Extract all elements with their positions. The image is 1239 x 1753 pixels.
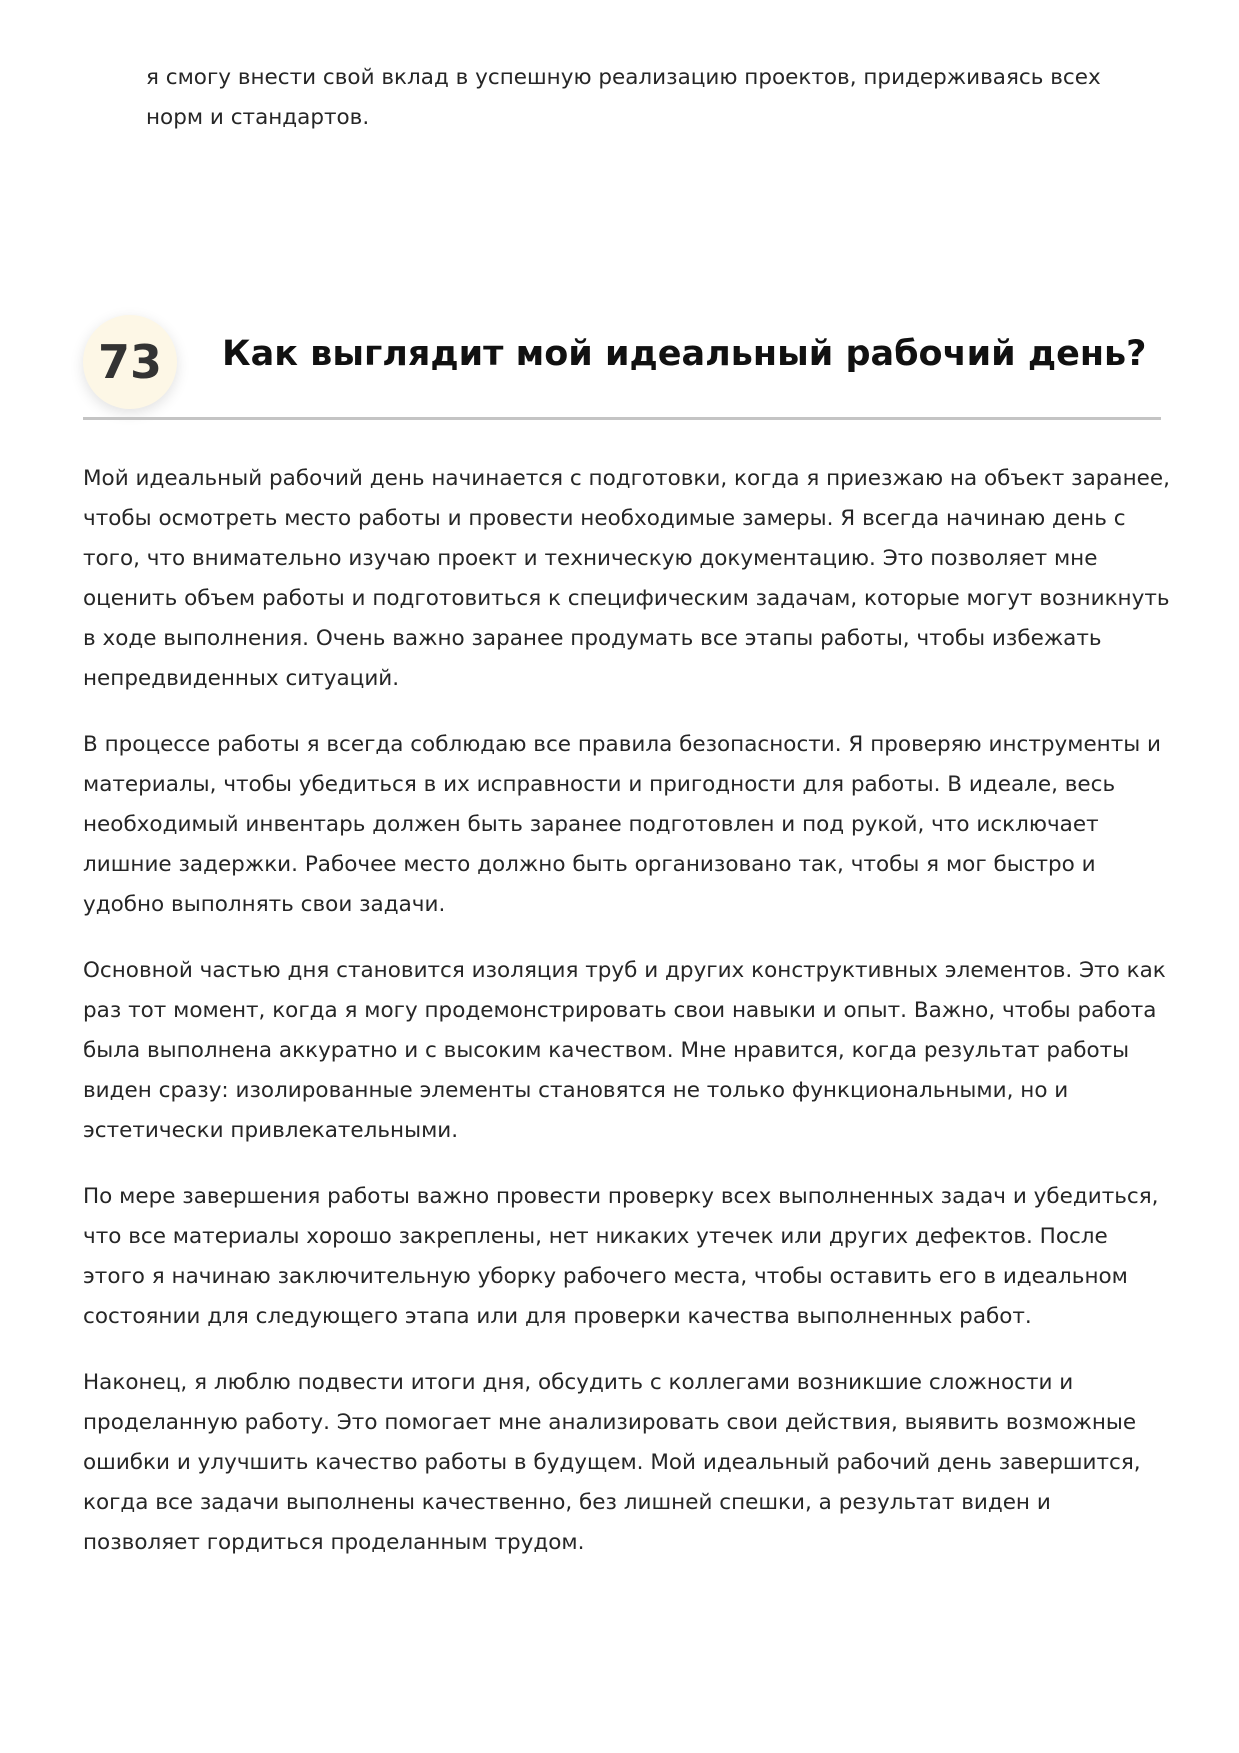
body-paragraph: Наконец, я люблю подвести итоги дня, обсудить с коллегами возникшие сложности и проделанную работу. Это помогает мне анализировать свои действия, выявить возможные ошибки и улучшить качество работы в будущем. Мой идеальный рабочий день завершится, когда все задачи выполнены качественно, без лишней спешки, а результат виден и позволяет гордиться проделанным трудом. [83, 1370, 1141, 1555]
section-title: Как выглядит мой идеальный рабочий день? [222, 334, 1147, 374]
section-header [83, 310, 1161, 420]
body-paragraph: Основной частью дня становится изоляция труб и других конструктивных элементов. Это как раз тот момент, когда я могу продемонстрировать свои навыки и опыт. Важно, чтобы работа была выполнена аккуратно и с высоким качеством. Мне нравится, когда результат работы виден сразу: изолированные элементы становятся не только функциональными, но и эстетически привлекательными. [83, 958, 1166, 1143]
body-paragraph: В процессе работы я всегда соблюдаю все правила безопасности. Я проверяю инструменты и материалы, чтобы убедиться в их исправности и пригодности для работы. В идеале, весь необходимый инвентарь должен быть заранее подготовлен и под рукой, что исключает лишние задержки. Рабочее место должно быть организовано так, чтобы я мог быстро и удобно выполнять свои задачи. [83, 732, 1162, 917]
section-divider [83, 417, 1161, 420]
body-paragraph: По мере завершения работы важно провести проверку всех выполненных задач и убедиться, что все материалы хорошо закреплены, нет никаких утечек или других дефектов. После этого я начинаю заключительную уборку рабочего места, чтобы оставить его в идеальном состоянии для следующего этапа или для проверки качества выполненных работ. [83, 1184, 1159, 1329]
intro-paragraph: я смогу внести свой вклад в успешную реализацию проектов, придерживаясь всех норм и стандартов. [146, 65, 1101, 130]
section-body [83, 459, 1173, 1589]
section-number-badge: 73 [83, 315, 177, 409]
body-paragraph: Мой идеальный рабочий день начинается с подготовки, когда я приезжаю на объект заранее, чтобы осмотреть место работы и провести необходимые замеры. Я всегда начинаю день с того, что внимательно изучаю проект и техническую документацию. Это позволяет мне оценить объем работы и подготовиться к специфическим задачам, которые могут возникнуть в ходе выполнения. Очень важно заранее продумать все этапы работы, чтобы избежать непредвиденных ситуаций. [83, 466, 1170, 691]
